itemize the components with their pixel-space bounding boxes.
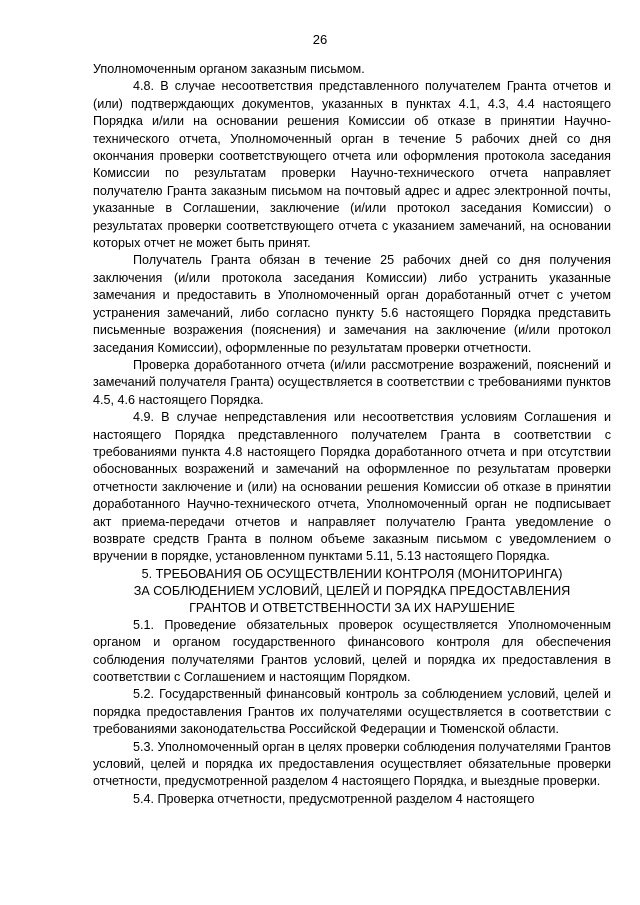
- paragraph-5-4: 5.4. Проверка отчетности, предусмотренной разделом 4 настоящего: [133, 791, 535, 806]
- section-heading-line: ГРАНТОВ И ОТВЕТСТВЕННОСТИ ЗА ИХ НАРУШЕНИЕ: [189, 600, 515, 615]
- paragraph-5-2: 5.2. Государственный финансовый контроль за соблюдением условий, целей и порядка предоставления Грантов их получателями осуществляется в соответствии с требованиями законодательства Российской Федерации и Тюменской области.: [93, 687, 611, 737]
- paragraph-5-1: 5.1. Проведение обязательных проверок осуществляется Уполномоченным органом и органом государственного финансового контроля для обеспечения соблюдения получателями Грантов условий, целей и порядка их предоставления в соответствии с Соглашением и настоящим Порядком.: [93, 617, 611, 684]
- paragraph-4-9: 4.9. В случае непредставления или несоответствия условиям Соглашения и настоящего Порядка представленного получателем Гранта в соответствии с требованиями пункта 4.8 настоящего Порядка доработанного отчета и при отсутствии обоснованных возражений и замечаний на оформленное по результатам проверки отчетности заключение и (или) на основании решения Комиссии об отказе в принятии доработанного Научно-технического отчета, Уполномоченный орган не подписывает акт приема-передачи отчетов и направляет получателю Гранта уведомление о возврате средств Гранта в полном объеме заказным письмом с уведомлением о вручении в порядке, установленном пунктами 5.11, 5.13 настоящего Порядка.: [93, 410, 611, 564]
- section-heading-line: 5. ТРЕБОВАНИЯ ОБ ОСУЩЕСТВЛЕНИИ КОНТРОЛЯ (МОНИТОРИНГА): [141, 566, 563, 581]
- page-number: 26: [312, 32, 328, 47]
- paragraph-continuation: Уполномоченным органом заказным письмом.: [93, 62, 365, 76]
- section-heading: [93, 566, 611, 617]
- document-body: [93, 61, 611, 808]
- paragraph-recipient-obligation: Получатель Гранта обязан в течение 25 рабочих дней со дня получения заключения (и/или протокола заседания Комиссии) либо устранить указанные замечания и предоставить в Уполномоченный орган доработанный отчет с учетом устранения замечаний, либо согласно пункту 5.6 настоящего Порядка представить письменные возражения (пояснения) и замечания на заключение (и/или протокол заседания Комиссии), оформленные по результатам проверки отчетности.: [93, 253, 611, 355]
- paragraph-revised-report-check: Проверка доработанного отчета (и/или рассмотрение возражений, пояснений и замечаний получателя Гранта) осуществляется в соответствии с требованиями пунктов 4.5, 4.6 настоящего Порядка.: [93, 357, 611, 407]
- paragraph-5-3: 5.3. Уполномоченный орган в целях проверки соблюдения получателями Грантов условий, целей и порядка их предоставления осуществляет обязательные проверки отчетности, предусмотренной разделом 4 настоящего Порядка, и выездные проверки.: [93, 739, 611, 789]
- paragraph-4-8: 4.8. В случае несоответствия представленного получателем Гранта отчетов и (или) подтверждающих документов, указанных в пунктах 4.1, 4.3, 4.4 настоящего Порядка и/или на основании решения Комиссии об отказе в принятии Научно-технического отчета, Уполномоченный орган в течение 5 рабочих дней со дня окончания проверки соответствующего отчета или оформления протокола заседания Комиссии по результатам проверки Научно-технического отчета направляет получателю Гранта заказным письмом на почтовый адрес и адрес электронной почты, указанные в Соглашении, заключение (и/или протокол заседания Комиссии) о результатах проверки соответствующего отчета с указанием замечаний, на основании которых отчет не может быть принят.: [93, 79, 611, 251]
- section-heading-line: ЗА СОБЛЮДЕНИЕМ УСЛОВИЙ, ЦЕЛЕЙ И ПОРЯДКА ПРЕДОСТАВЛЕНИЯ: [133, 583, 571, 598]
